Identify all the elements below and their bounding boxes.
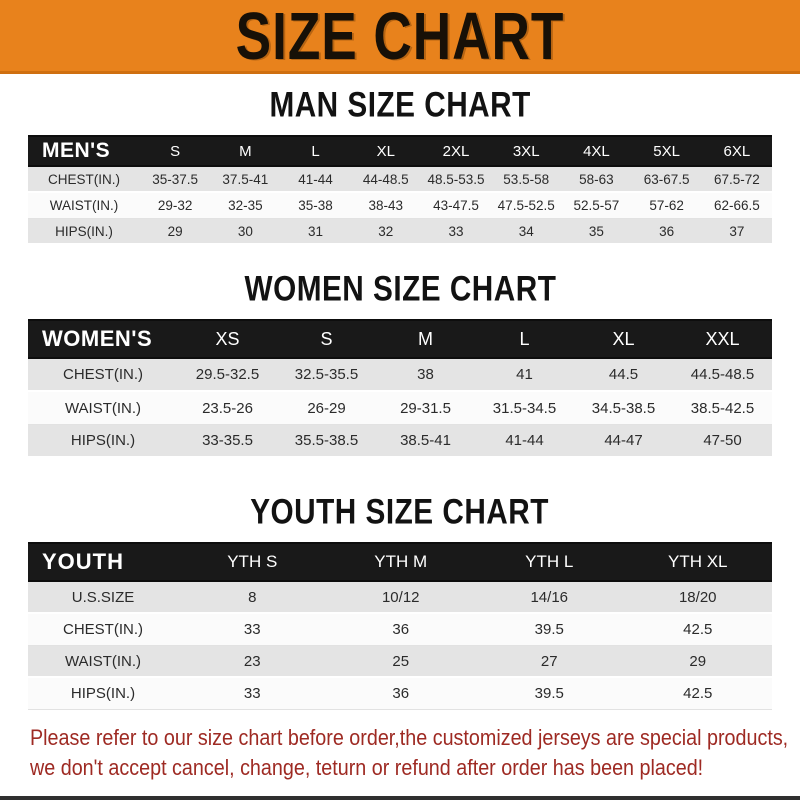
men-section-heading — [0, 84, 800, 125]
women-chest-row — [28, 359, 772, 392]
row-label: HIPS(IN.) — [28, 425, 178, 458]
men-heading-text: MAN SIZE CHART — [269, 84, 531, 125]
cell: 38.5-41 — [376, 425, 475, 458]
men-size-header: 4XL — [561, 135, 631, 167]
row-label: CHEST(IN.) — [28, 167, 140, 193]
cell: 38 — [376, 359, 475, 392]
cell: 27 — [475, 646, 624, 678]
women-section-heading — [0, 268, 800, 309]
youth-size-header: YTH S — [178, 542, 327, 582]
cell: 44-47 — [574, 425, 673, 458]
cell: 41 — [475, 359, 574, 392]
men-size-table — [28, 135, 772, 245]
cell: 25 — [327, 646, 476, 678]
row-label: CHEST(IN.) — [28, 359, 178, 392]
cell: 41-44 — [280, 167, 350, 193]
cell: 32 — [351, 219, 421, 245]
cell: 67.5-72 — [702, 167, 772, 193]
cell: 47-50 — [673, 425, 772, 458]
cell: 47.5-52.5 — [491, 193, 561, 219]
women-size-header: M — [376, 319, 475, 359]
cell: 39.5 — [475, 614, 624, 646]
cell: 36 — [327, 678, 476, 710]
row-label: WAIST(IN.) — [28, 193, 140, 219]
cell: 44.5-48.5 — [673, 359, 772, 392]
youth-chest-row — [28, 614, 772, 646]
row-label: HIPS(IN.) — [28, 219, 140, 245]
youth-section-heading — [0, 491, 800, 532]
men-size-header: L — [280, 135, 350, 167]
cell: 23 — [178, 646, 327, 678]
cell: 35-37.5 — [140, 167, 210, 193]
disclaimer-line-1: Please refer to our size chart before order,the customized jerseys are special products, — [30, 726, 789, 751]
cell: 29-32 — [140, 193, 210, 219]
women-size-header: S — [277, 319, 376, 359]
row-label: HIPS(IN.) — [28, 678, 178, 710]
men-chest-row — [28, 167, 772, 193]
cell: 44.5 — [574, 359, 673, 392]
cell: 63-67.5 — [632, 167, 702, 193]
men-size-header: 3XL — [491, 135, 561, 167]
bottom-edge-strip — [0, 796, 800, 800]
women-size-table — [28, 319, 772, 458]
women-size-header: XXL — [673, 319, 772, 359]
cell: 38-43 — [351, 193, 421, 219]
cell: 44-48.5 — [351, 167, 421, 193]
women-table-label: WOMEN'S — [28, 319, 178, 359]
cell: 30 — [210, 219, 280, 245]
cell: 31 — [280, 219, 350, 245]
cell: 26-29 — [277, 392, 376, 425]
youth-ussize-row — [28, 582, 772, 614]
men-size-header: 5XL — [632, 135, 702, 167]
cell: 35 — [561, 219, 631, 245]
cell: 43-47.5 — [421, 193, 491, 219]
cell: 36 — [327, 614, 476, 646]
youth-heading-text: YOUTH SIZE CHART — [250, 491, 550, 532]
cell: 31.5-34.5 — [475, 392, 574, 425]
banner — [0, 0, 800, 74]
cell: 37 — [702, 219, 772, 245]
men-size-header: M — [210, 135, 280, 167]
men-size-header: 2XL — [421, 135, 491, 167]
cell: 62-66.5 — [702, 193, 772, 219]
youth-size-header: YTH XL — [624, 542, 773, 582]
cell: 10/12 — [327, 582, 476, 614]
cell: 53.5-58 — [491, 167, 561, 193]
cell: 41-44 — [475, 425, 574, 458]
cell: 34 — [491, 219, 561, 245]
cell: 32.5-35.5 — [277, 359, 376, 392]
men-table-header-row — [28, 135, 772, 167]
men-size-header: 6XL — [702, 135, 772, 167]
disclaimer-line-2: we don't accept cancel, change, teturn or refund after order has been placed! — [30, 756, 704, 781]
cell: 29 — [140, 219, 210, 245]
cell: 8 — [178, 582, 327, 614]
men-waist-row — [28, 193, 772, 219]
cell: 48.5-53.5 — [421, 167, 491, 193]
cell: 42.5 — [624, 614, 773, 646]
youth-size-header: YTH L — [475, 542, 624, 582]
row-label: U.S.SIZE — [28, 582, 178, 614]
women-size-header: XL — [574, 319, 673, 359]
youth-waist-row — [28, 646, 772, 678]
cell: 23.5-26 — [178, 392, 277, 425]
cell: 42.5 — [624, 678, 773, 710]
men-size-header: S — [140, 135, 210, 167]
women-size-header: XS — [178, 319, 277, 359]
cell: 35.5-38.5 — [277, 425, 376, 458]
cell: 33 — [421, 219, 491, 245]
cell: 39.5 — [475, 678, 624, 710]
youth-hips-row — [28, 678, 772, 710]
men-hips-row — [28, 219, 772, 245]
cell: 33 — [178, 614, 327, 646]
cell: 33-35.5 — [178, 425, 277, 458]
cell: 38.5-42.5 — [673, 392, 772, 425]
cell: 29.5-32.5 — [178, 359, 277, 392]
cell: 34.5-38.5 — [574, 392, 673, 425]
youth-table-header-row — [28, 542, 772, 582]
cell: 33 — [178, 678, 327, 710]
women-size-header: L — [475, 319, 574, 359]
cell: 57-62 — [632, 193, 702, 219]
women-table-header-row — [28, 319, 772, 359]
women-waist-row — [28, 392, 772, 425]
cell: 18/20 — [624, 582, 773, 614]
cell: 14/16 — [475, 582, 624, 614]
youth-table-label: YOUTH — [28, 542, 178, 582]
row-label: WAIST(IN.) — [28, 392, 178, 425]
cell: 32-35 — [210, 193, 280, 219]
youth-size-header: YTH M — [327, 542, 476, 582]
row-label: CHEST(IN.) — [28, 614, 178, 646]
row-label: WAIST(IN.) — [28, 646, 178, 678]
women-hips-row — [28, 425, 772, 458]
men-table-label: MEN'S — [28, 135, 140, 167]
women-heading-text: WOMEN SIZE CHART — [244, 268, 556, 309]
page-title: SIZE CHART — [235, 0, 565, 74]
cell: 29 — [624, 646, 773, 678]
cell: 58-63 — [561, 167, 631, 193]
cell: 52.5-57 — [561, 193, 631, 219]
disclaimer-note — [30, 724, 800, 784]
cell: 37.5-41 — [210, 167, 280, 193]
cell: 35-38 — [280, 193, 350, 219]
cell: 36 — [632, 219, 702, 245]
youth-size-table — [28, 542, 772, 710]
men-size-header: XL — [351, 135, 421, 167]
cell: 29-31.5 — [376, 392, 475, 425]
